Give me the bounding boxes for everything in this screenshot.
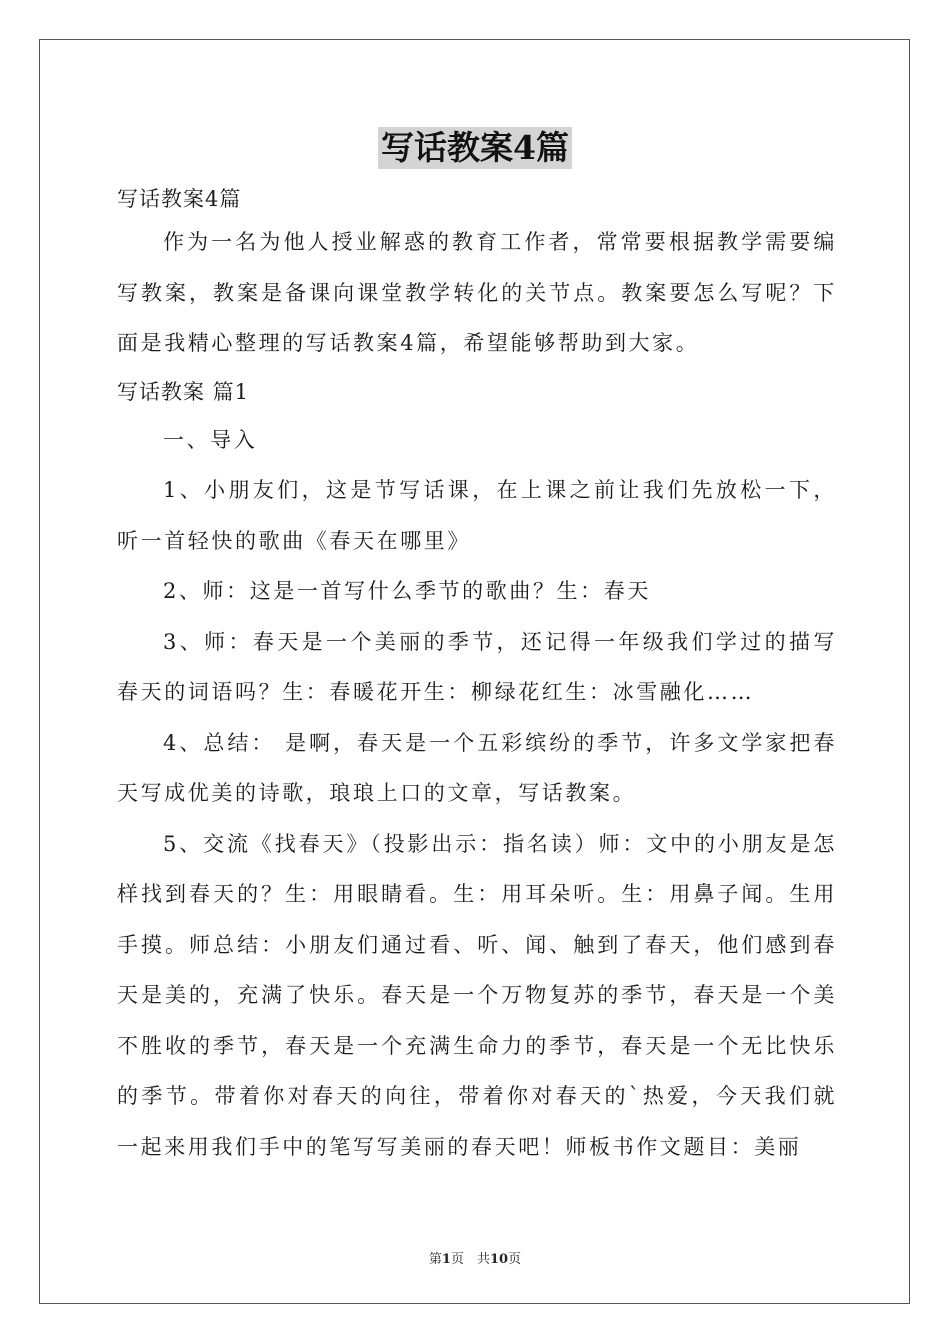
page-footer (0, 1248, 950, 1267)
footer-suffix: 页 (508, 1252, 522, 1267)
paragraph-1: 1、小朋友们，这是节写话课，在上课之前让我们先放松一下，听一首轻快的歌曲《春天在哪里》 (117, 478, 837, 553)
footer-mid: 页 共 (450, 1252, 490, 1267)
section-heading: 写话教案 篇1 (117, 379, 250, 404)
paragraph-4: 4、总结： 是啊，春天是一个五彩缤纷的季节，许多文学家把春天写成优美的诗歌，琅琅上口的文章，写话教案。 (117, 730, 837, 805)
document-body (117, 181, 837, 1172)
document-subtitle: 写话教案4篇 (117, 187, 242, 211)
footer-prefix: 第 (428, 1252, 442, 1267)
document-title: 写话教案4篇 (378, 127, 572, 169)
paragraph-3: 3、师：春天是一个美丽的季节，还记得一年级我们学过的描写春天的词语吗？生：春暖花开生：柳绿花红生：冰雪融化…… (117, 629, 837, 704)
footer-total-pages: 10 (489, 1252, 509, 1267)
part-heading: 一、导入 (163, 427, 258, 452)
paragraph-5: 5、交流《找春天》（投影出示：指名读）师：文中的小朋友是怎样找到春天的？生：用眼睛看。生：用耳朵听。生：用鼻子闻。生用手摸。师总结：小朋友们通过看、听、闻、触到了春天，他们感到春天是美的，充满了快乐。春天是一个万物复苏的季节，春天是一个美不胜收的季节，春天是一个充满生命力的季节，春天是一个无比快乐的季节。带着你对春天的向往，带着你对春天的`热爱，今天我们就一起来用我们手中的笔写写美丽的春天吧！师板书作文题目：美丽 (117, 831, 837, 1159)
footer-page-number: 1 (441, 1252, 451, 1267)
paragraph-2: 2、师：这是一首写什么季节的歌曲？生：春天 (163, 579, 651, 603)
intro-paragraph: 作为一名为他人授业解惑的教育工作者，常常要根据教学需要编写教案，教案是备课向课堂教学转化的关节点。教案要怎么写呢？下面是我精心整理的写话教案4篇，希望能够帮助到大家。 (117, 230, 837, 355)
title-container (0, 127, 950, 169)
